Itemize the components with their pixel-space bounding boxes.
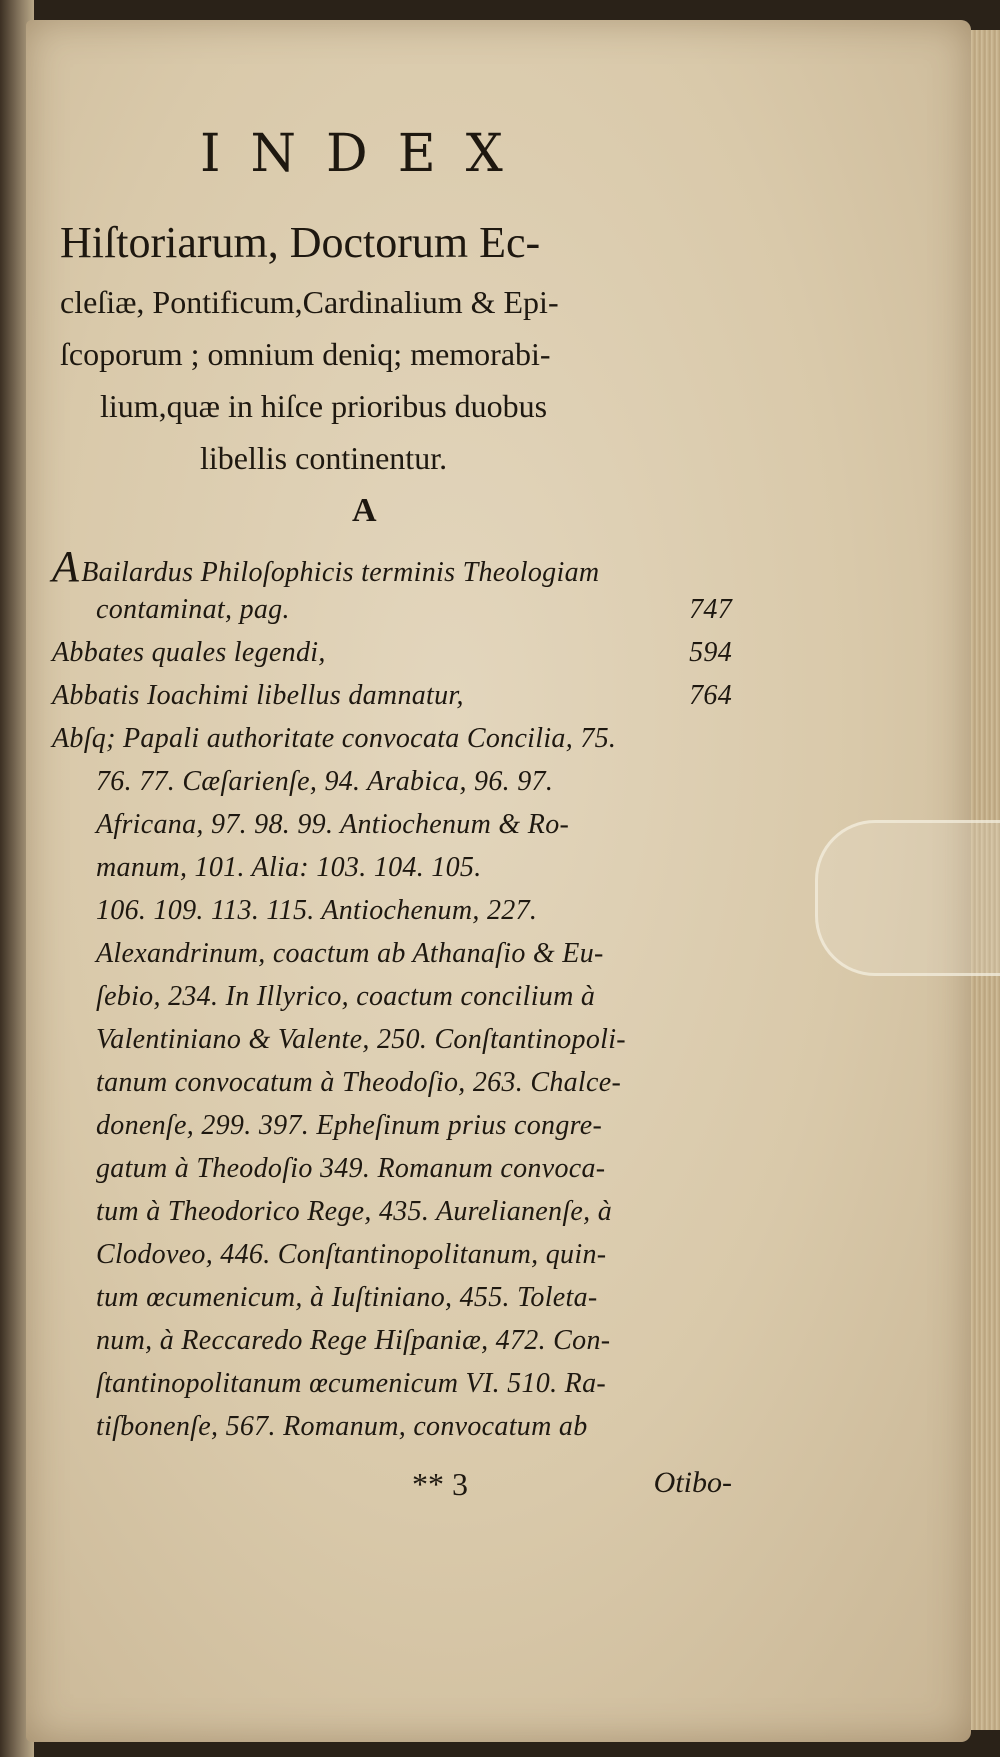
entry-text: Africana, 97. 98. 99. Antiochenum & Ro- (96, 809, 570, 840)
entry-text: Clodoveo, 446. Conſtantinopolitanum, quin- (96, 1239, 607, 1270)
entry-text: num, à Reccaredo Rege Hiſpaniæ, 472. Con- (96, 1325, 611, 1356)
subtitle-line: cleſiæ, Pontificum,Cardinalium & Epi- (60, 284, 559, 320)
entry-page: 747 (689, 594, 732, 625)
entry-text: 76. 77. Cæſarienſe, 94. Arabica, 96. 97. (96, 766, 554, 797)
entry-text: Valentiniano & Valente, 250. Conſtantinopoli- (96, 1024, 626, 1055)
index-entry (52, 588, 732, 631)
index-title: INDEX (200, 124, 533, 184)
index-entry (52, 717, 732, 760)
index-entry (52, 1147, 732, 1190)
entry-text: Abbates quales legendi, (52, 637, 326, 668)
entry-page: 764 (689, 680, 732, 711)
entry-text: ſtantinopolitanum œcumenicum VI. 510. Ra- (96, 1368, 607, 1399)
index-entry (52, 889, 732, 932)
index-entry (52, 760, 732, 803)
index-entry (52, 1061, 732, 1104)
entry-text: manum, 101. Alia: 103. 104. 105. (96, 852, 482, 883)
index-entry (52, 1233, 732, 1276)
subtitle-line: lium,quæ in hiſce prioribus duobus (100, 388, 548, 424)
entry-text: gatum à Theodoſio 349. Romanum convoca- (96, 1153, 606, 1184)
index-entry (52, 975, 732, 1018)
catchword: Otibo- (653, 1466, 732, 1499)
entry-text: Alexandrinum, coactum ab Athanaſio & Eu- (96, 938, 604, 969)
drop-cap: A (52, 542, 80, 591)
subtitle-line: Hiſtoriarum, Doctorum Ec- (60, 218, 541, 267)
index-entry (52, 803, 732, 846)
entry-page: 594 (689, 637, 732, 668)
entry-text: tiſbonenſe, 567. Romanum, convocatum ab (96, 1411, 588, 1442)
subtitle-line: libellis continentur. (200, 440, 448, 476)
subtitle-line: ſcoporum ; omnium deniq; memorabi- (60, 336, 551, 372)
index-entry (52, 1190, 732, 1233)
index-entries (52, 542, 732, 1448)
entry-text: tanum convocatum à Theodoſio, 263. Chalce- (96, 1067, 622, 1098)
index-entry (52, 1276, 732, 1319)
index-entry (52, 846, 732, 889)
entry-text: contaminat, pag. (96, 594, 290, 625)
entry-text: donenſe, 299. 397. Epheſinum prius congre- (96, 1110, 603, 1141)
section-letter: A (352, 492, 377, 529)
index-entry (52, 631, 732, 674)
entry-text: tum œcumenicum, à Iuſtiniano, 455. Toleta- (96, 1282, 598, 1313)
page-footer (52, 1466, 732, 1516)
index-entry (52, 674, 732, 717)
bookmark-tab (815, 820, 1000, 976)
index-entry (52, 1362, 732, 1405)
entry-text: 106. 109. 113. 115. Antiochenum, 227. (96, 895, 538, 926)
index-subtitle (60, 210, 740, 484)
index-entry (52, 1104, 732, 1147)
entry-text: Abbatis Ioachimi libellus damnatur, (52, 680, 464, 711)
index-entry (52, 1018, 732, 1061)
entry-text: Abſq; Papali authoritate convocata Concilia, 75. (52, 723, 617, 754)
entry-text: tum à Theodorico Rege, 435. Aurelianenſe, à (96, 1196, 613, 1227)
index-entry (52, 1405, 732, 1448)
index-entry (52, 932, 732, 975)
index-entry (52, 542, 732, 591)
entry-text: Bailardus Philoſophicis terminis Theologiam (81, 557, 600, 588)
signature-mark: ** 3 (412, 1466, 468, 1502)
index-entry (52, 1319, 732, 1362)
entry-text: ſebio, 234. In Illyrico, coactum concilium à (96, 981, 596, 1012)
